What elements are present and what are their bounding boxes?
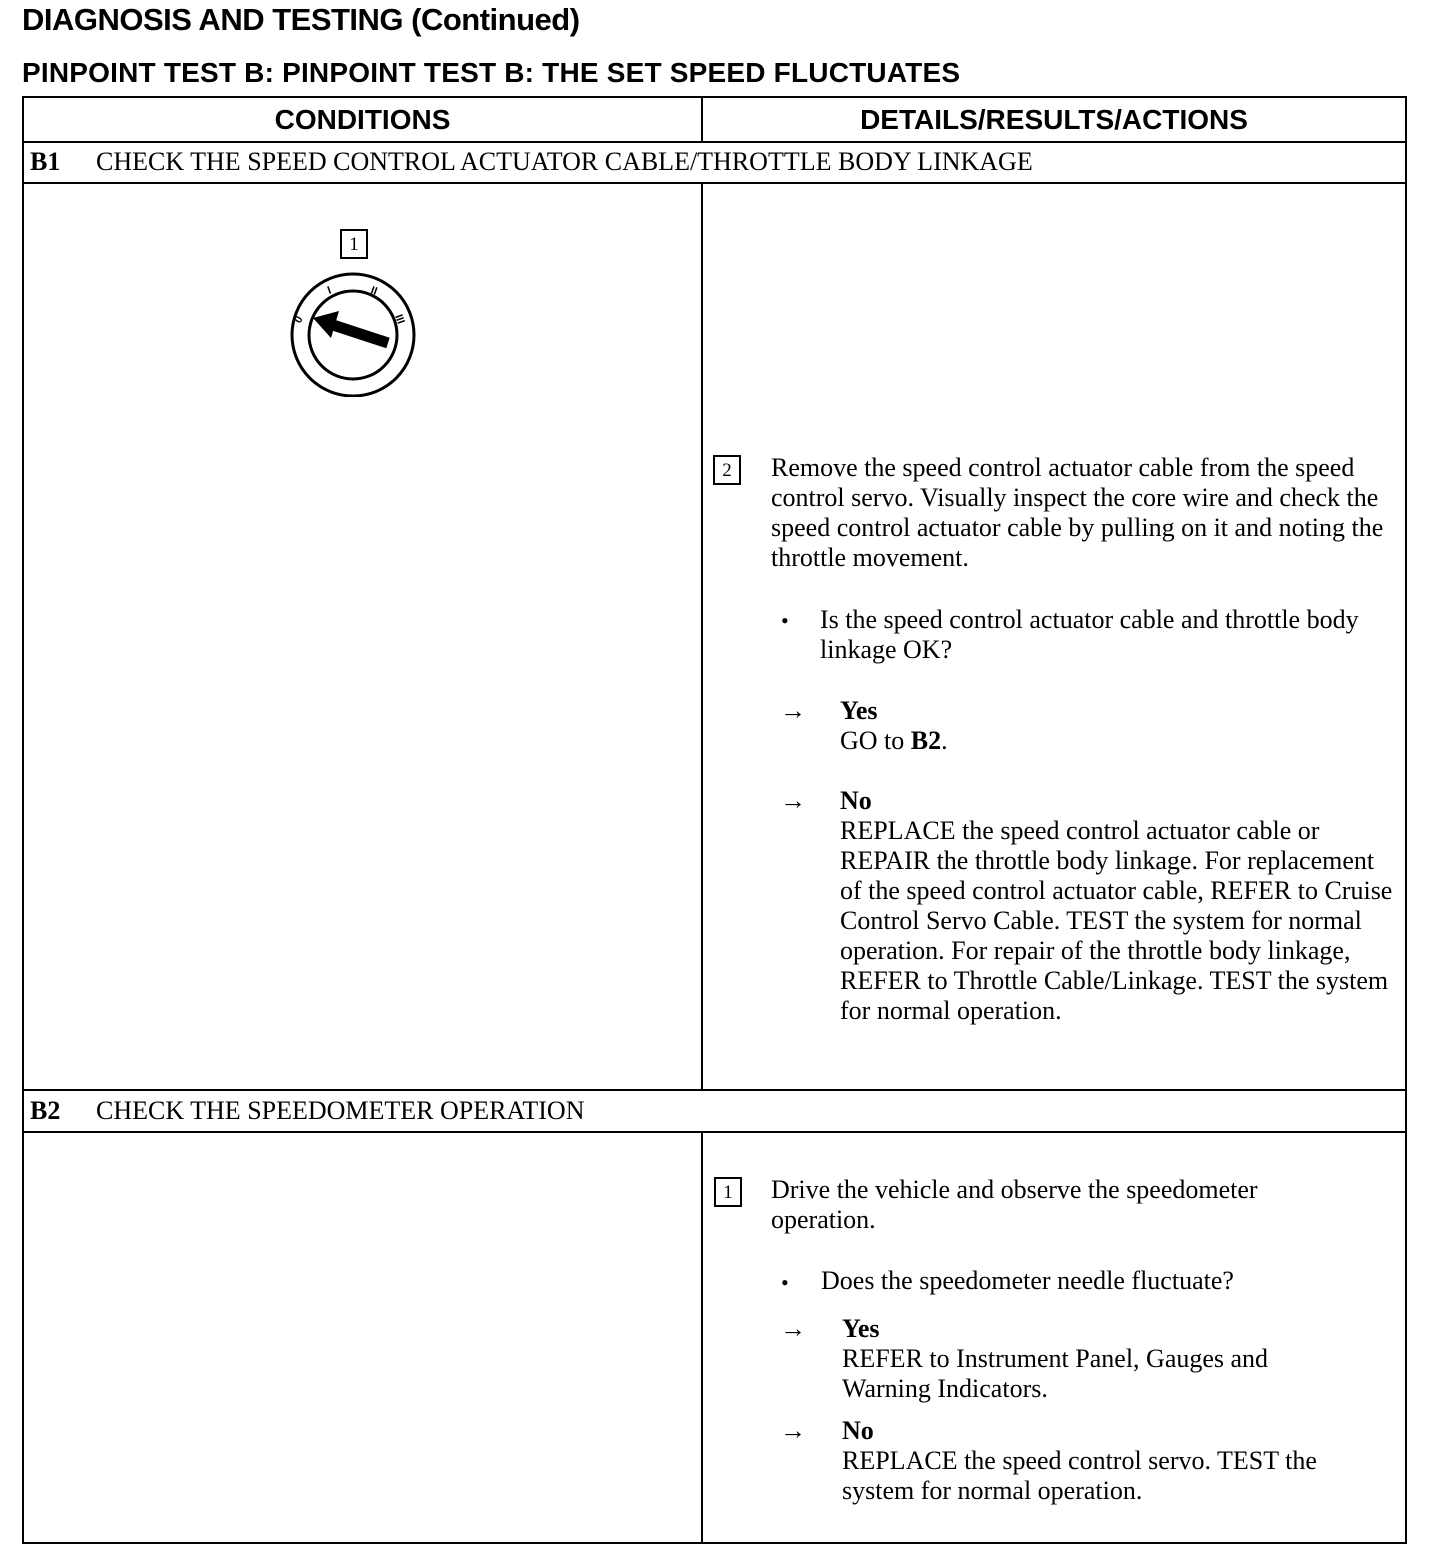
b1-no-block bbox=[840, 786, 1400, 1026]
b2-step-id: B2 bbox=[30, 1096, 61, 1125]
b1-step-label: CHECK THE SPEED CONTROL ACTUATOR CABLE/THROTTLE BODY LINKAGE bbox=[96, 147, 1033, 176]
ignition-switch-icon bbox=[287, 272, 419, 397]
col-divider-b1 bbox=[701, 182, 703, 1090]
dial-label-2: II bbox=[368, 284, 379, 298]
dial-label-0: 0 bbox=[292, 314, 306, 326]
b1-question: Is the speed control actuator cable and throttle body linkage OK? bbox=[820, 605, 1359, 664]
b1-instruction: Remove the speed control actuator cable from the speed control servo. Visually inspect the core wire and check the speed control actuator cable by pulling on it and noting the throttle movement. bbox=[771, 453, 1384, 572]
header-divider bbox=[22, 141, 1407, 143]
b2-yes-label: Yes bbox=[842, 1314, 880, 1343]
b2-top-divider bbox=[22, 1089, 1407, 1091]
conditions-header: CONDITIONS bbox=[274, 104, 451, 135]
b2-step-number: 1 bbox=[714, 1177, 742, 1207]
b2-step-label: CHECK THE SPEEDOMETER OPERATION bbox=[96, 1096, 585, 1125]
b1-no-arrow-icon: → bbox=[780, 786, 806, 815]
b2-yes-arrow-icon: → bbox=[780, 1314, 806, 1343]
b1-yes-arrow-icon: → bbox=[780, 696, 806, 725]
b1-figure-step-number: 1 bbox=[340, 229, 368, 259]
b2-title-divider bbox=[22, 1131, 1407, 1133]
b1-step-number: 2 bbox=[713, 455, 741, 485]
b1-step-id: B1 bbox=[30, 147, 61, 176]
b2-yes-action: REFER to Instrument Panel, Gauges and Warning Indicators. bbox=[842, 1344, 1269, 1403]
b2-instruction: Drive the vehicle and observe the speedometer operation. bbox=[771, 1175, 1258, 1234]
dial-label-1: I bbox=[325, 284, 333, 297]
b1-step-title bbox=[30, 147, 1033, 177]
details-header: DETAILS/RESULTS/ACTIONS bbox=[860, 104, 1248, 135]
b2-bullet: • bbox=[781, 1270, 789, 1295]
b1-bullet: • bbox=[781, 608, 789, 633]
page-title: DIAGNOSIS AND TESTING (Continued) bbox=[22, 2, 580, 37]
col-divider-b2 bbox=[701, 1131, 703, 1544]
b1-no-action: REPLACE the speed control actuator cable or REPAIR the throttle body linkage. For replacement of the speed control actuator cable, REFER to Cruise Control Servo Cable. TEST the system for normal operation. For repair of the throttle body linkage, REFER to Throttle Cable/Linkage. TEST the system for normal operation. bbox=[840, 816, 1393, 1025]
b1-yes-action-pre: GO to bbox=[840, 726, 911, 755]
b2-no-label: No bbox=[842, 1416, 874, 1445]
b1-title-divider bbox=[22, 182, 1407, 184]
dial-label-3: III bbox=[392, 312, 407, 326]
b2-no-arrow-icon: → bbox=[780, 1416, 806, 1445]
b1-yes-label: Yes bbox=[840, 696, 878, 725]
b2-question: Does the speedometer needle fluctuate? bbox=[821, 1266, 1234, 1295]
b2-no-action: REPLACE the speed control servo. TEST the system for normal operation. bbox=[842, 1446, 1317, 1505]
test-title: PINPOINT TEST B: PINPOINT TEST B: THE SET SPEED FLUCTUATES bbox=[22, 57, 961, 88]
b2-no-block bbox=[842, 1416, 1322, 1506]
b2-step-title bbox=[30, 1096, 584, 1126]
b1-no-label: No bbox=[840, 786, 872, 815]
b1-yes-action-post: . bbox=[941, 726, 948, 755]
b2-yes-block bbox=[842, 1314, 1312, 1404]
b1-yes-block bbox=[840, 696, 1390, 756]
b1-yes-action-ref: B2 bbox=[910, 726, 942, 755]
